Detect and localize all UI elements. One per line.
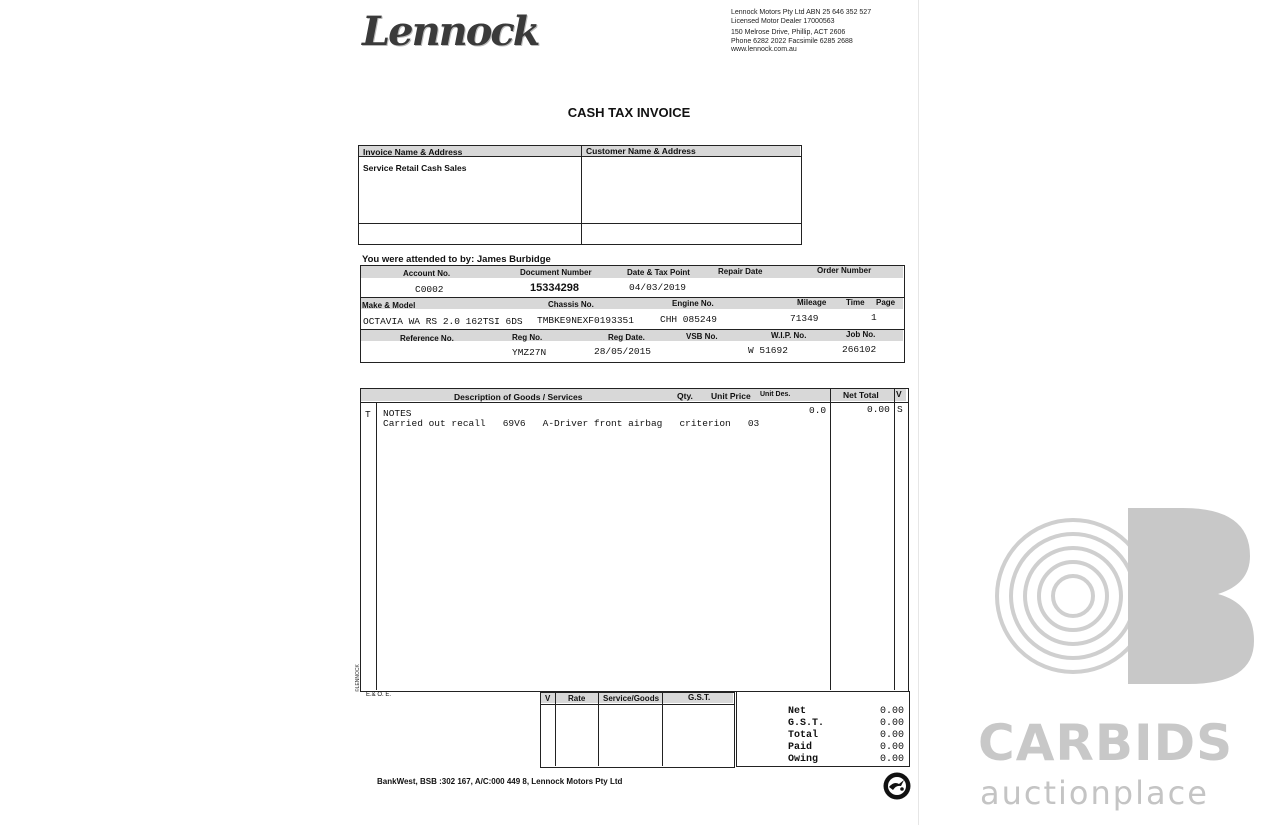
total-label: Paid <box>788 742 813 753</box>
tax-div-1 <box>555 692 556 766</box>
tax-rate-header: Rate <box>568 694 586 703</box>
skoda-emblem-icon <box>882 771 912 801</box>
tax-v-header: V <box>545 694 551 703</box>
customer-name-label: Customer Name & Address <box>586 146 696 156</box>
item-code: T <box>365 409 371 420</box>
net-total-header: Net Total <box>843 390 879 400</box>
reg-label: Reg No. <box>512 333 543 342</box>
company-line-2: Licensed Motor Dealer 17000563 <box>731 17 835 25</box>
items-net-divider <box>830 388 831 690</box>
company-details <box>731 9 871 55</box>
make-label: Make & Model <box>362 301 416 310</box>
document-label: Document Number <box>520 268 592 277</box>
total-label: Net <box>788 706 807 717</box>
reg-date-value: 28/05/2015 <box>594 346 652 357</box>
mileage-label: Mileage <box>797 298 827 307</box>
chassis-label: Chassis No. <box>548 300 594 309</box>
items-code-divider <box>376 402 377 690</box>
eoe-note: E.& O. E. <box>366 692 392 698</box>
engine-label: Engine No. <box>672 299 714 308</box>
qty-header: Qty. <box>677 391 693 401</box>
reference-label: Reference No. <box>400 334 454 343</box>
company-line-4: Phone 6282 2022 Facsimile 6285 2688 <box>731 37 853 45</box>
make-value: OCTAVIA WA RS 2.0 162TSI 6DS <box>363 316 523 327</box>
engine-value: CHH 085249 <box>660 314 718 325</box>
total-value: 0.00 <box>879 742 904 753</box>
fingerprint-icon <box>978 506 1254 686</box>
item-line-1: NOTES <box>383 408 412 419</box>
job-value: 266102 <box>842 344 877 355</box>
mileage-value: 71349 <box>790 313 819 324</box>
account-value: C0002 <box>415 284 444 295</box>
total-value: 0.00 <box>879 754 904 765</box>
total-row-net <box>788 706 904 718</box>
v-header: V <box>896 389 902 399</box>
total-row-owing <box>788 754 904 766</box>
invoice-name-value: Service Retail Cash Sales <box>363 163 467 173</box>
job-label: Job No. <box>846 330 876 339</box>
total-label: Owing <box>788 754 819 765</box>
page-label: Page <box>876 298 896 307</box>
time-label: Time <box>846 298 865 307</box>
total-row-total <box>788 730 904 742</box>
bank-details: BankWest, BSB :302 167, A/C:000 449 8, Lennock Motors Pty Ltd <box>377 777 623 786</box>
lennock-logo: Lennock <box>362 8 539 55</box>
item-line-2: Carried out recall 69V6 A-Driver front airbag criterion 03 <box>383 418 760 429</box>
company-line-5: www.lennock.com.au <box>731 46 797 53</box>
date-label: Date & Tax Point <box>627 268 690 277</box>
document-value: 15334298 <box>530 282 579 294</box>
description-header: Description of Goods / Services <box>454 392 583 402</box>
side-mark: ©LENNOCK <box>355 664 361 692</box>
tax-header-line <box>540 704 734 705</box>
total-value: 0.00 <box>879 706 904 717</box>
items-header-line <box>360 402 908 403</box>
reg-value: YMZ27N <box>512 347 547 358</box>
unit-price-header: Unit Price <box>711 391 751 401</box>
address-bottom-line <box>358 223 801 224</box>
wip-label: W.I.P. No. <box>771 331 807 340</box>
item-net: 0.00 <box>867 404 890 415</box>
total-label: Total <box>788 730 819 741</box>
page-value: 1 <box>871 312 877 323</box>
tax-gst-header: G.S.T. <box>688 693 711 702</box>
total-row-paid <box>788 742 904 754</box>
vsb-label: VSB No. <box>686 332 718 341</box>
item-v: S <box>897 404 903 415</box>
wip-value: W 51692 <box>748 345 788 356</box>
total-value: 0.00 <box>879 718 904 729</box>
attended-by: You were attended to by: James Burbidge <box>362 254 551 265</box>
company-line-3: 150 Melrose Drive, Phillip, ACT 2606 <box>731 29 846 36</box>
totals-list <box>788 706 904 766</box>
address-divider <box>581 145 582 244</box>
order-number-label: Order Number <box>817 266 872 275</box>
watermark-tagline: auctionplace <box>980 774 1209 812</box>
carbids-watermark <box>978 506 1254 812</box>
repair-date-label: Repair Date <box>718 267 763 276</box>
items-table <box>360 388 909 692</box>
tax-service-header: Service/Goods <box>603 694 660 703</box>
address-block <box>358 145 802 245</box>
watermark-brand: CARBIDS <box>978 714 1234 772</box>
items-header-shade <box>361 389 906 401</box>
total-row-gst <box>788 718 904 730</box>
items-v-divider <box>894 388 895 690</box>
invoice-title: CASH TAX INVOICE <box>567 105 691 120</box>
tax-div-2 <box>598 692 599 766</box>
unit-des-header: Unit Des. <box>760 391 791 398</box>
item-unit-price: 0.0 <box>809 405 827 416</box>
invoice-name-label: Invoice Name & Address <box>363 147 463 157</box>
chassis-value: TMBKE9NEXF0193351 <box>537 315 634 326</box>
total-value: 0.00 <box>879 730 904 741</box>
date-value: 04/03/2019 <box>629 282 687 293</box>
tax-div-3 <box>662 692 663 766</box>
company-line-1: Lennock Motors Pty Ltd ABN 25 646 352 527 <box>731 9 872 16</box>
account-label: Account No. <box>403 269 451 278</box>
reg-date-label: Reg Date. <box>608 333 645 342</box>
total-label: G.S.T. <box>788 718 825 729</box>
